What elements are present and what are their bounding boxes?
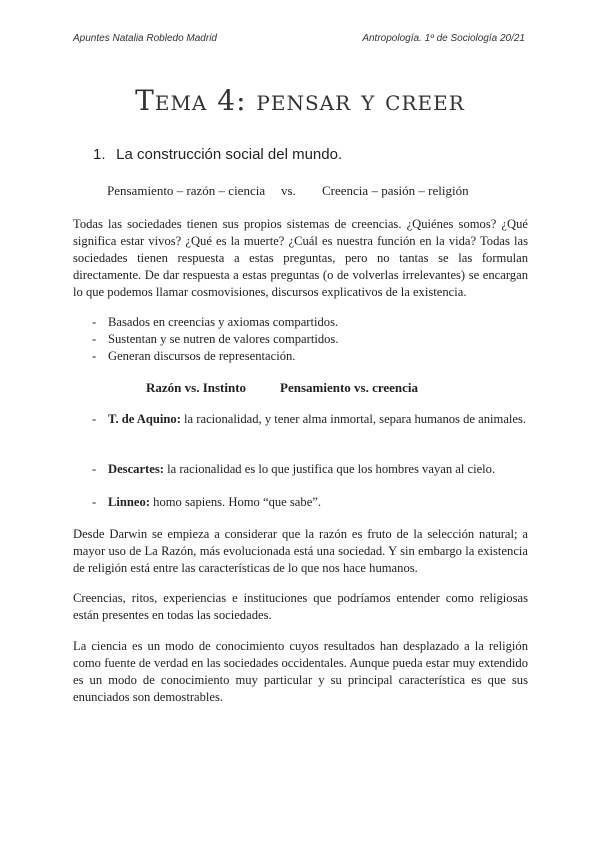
contrast-vs: vs. [281,183,296,198]
list-item [92,348,338,365]
bullet-term: T. de Aquino: [108,412,181,426]
subheading-pensamiento-creencia: Pensamiento vs. creencia [280,380,419,395]
paragraph-rituales: Creencias, ritos, experiencias e instituciones que podríamos entender como religiosas están presentes en todas las sociedades. [73,591,528,622]
bullet-aquino [92,411,528,428]
bullet-text: la racionalidad es lo que justifica que los hombres vayan al cielo. [163,462,496,476]
bullet-descartes [92,461,528,478]
contrast-left: Pensamiento – razón – ciencia [107,183,266,198]
list-item-text: Generan discursos de representación. [108,349,296,363]
bullet-linneo [92,494,528,511]
page-title: Tema 4: pensar y creer [135,84,465,117]
dash-marker: - [92,495,97,509]
header-author: Apuntes Natalia Robledo Madrid [73,33,217,44]
cosmovision-list [92,314,338,365]
paragraph-ciencia: La ciencia es un modo de conocimiento cuyos resultados han desplazado a la religión como fuente de verdad en las sociedades occidentales. Aunque pueda estar muy extendido es un modo de conocimiento muy particular y su principal característica es que sus enunciados son demostrables. [73,639,528,704]
list-item [92,331,338,348]
section-title: La construcción social del mundo. [116,146,343,163]
subheading-razon-instinto: Razón vs. Instinto [146,380,247,395]
dash-marker: - [92,349,97,363]
list-item [92,314,338,331]
dash-marker: - [92,315,97,329]
dash-marker: - [92,462,97,476]
dash-marker: - [92,412,97,426]
header-course: Antropología. 1º de Sociología 20/21 [362,33,525,44]
bullet-text: homo sapiens. Homo “que sabe”. [150,495,322,509]
section-number: 1. [93,146,106,163]
contrast-right: Creencia – pasión – religión [322,183,469,198]
page-header [73,33,525,47]
paragraph-creencias: Todas las sociedades tienen sus propios sistemas de creencias. ¿Quiénes somos? ¿Qué significa estar vivos? ¿Qué es la muerte? ¿Cuál es nuestra función en la vida? Todas las sociedades tienen respuesta a estas preguntas, pero no tantas se las formulan directamente. De dar respuesta a estas preguntas (o de volverlas irrelevantes) se encargan lo que podemos llamar cosmovisiones, discursos explicativos de la existencia. [73,217,528,299]
list-item-text: Basados en creencias y axiomas compartidos. [108,315,339,329]
paragraph-darwin: Desde Darwin se empieza a considerar que la razón es fruto de la selección natural; a mayor uso de La Razón, más evolucionada está una sociedad. Y sin embargo la existencia de religión está entre las características de lo que nos hace humanos. [73,527,528,575]
bullet-term: Descartes: [108,462,164,476]
list-item-text: Sustentan y se nutren de valores compartidos. [108,332,339,346]
bullet-term: Linneo: [108,495,150,509]
section-heading [93,146,342,163]
bullet-text: la racionalidad, y tener alma inmortal, separa humanos de animales. [180,412,527,426]
dash-marker: - [92,332,97,346]
